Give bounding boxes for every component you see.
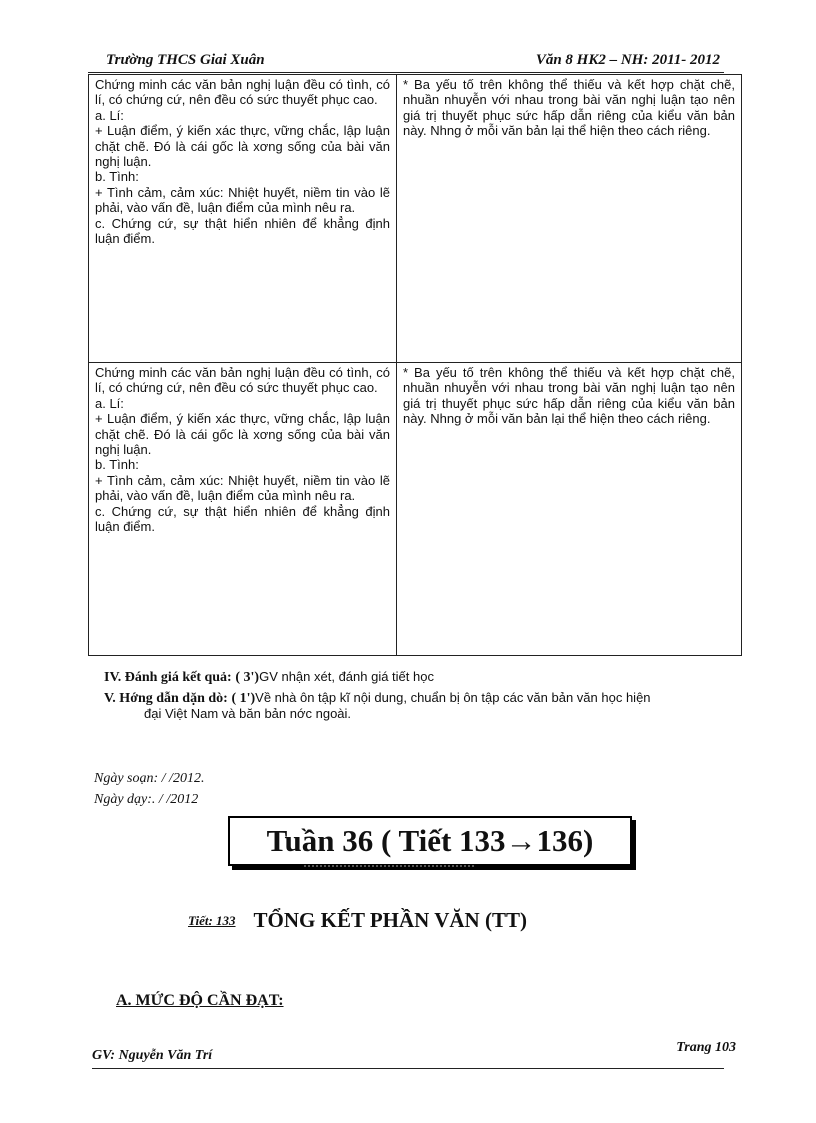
guidance-section	[104, 690, 744, 721]
page-header	[88, 52, 724, 73]
cell-paragraph: Chứng minh các văn bản nghị luận đều có tình, có lí, có chứng cứ, nên đều có sức thuyết phục cao.	[95, 77, 390, 108]
lesson-title: TỔNG KẾT PHẦN VĂN (TT)	[253, 908, 527, 932]
lesson-heading	[188, 908, 527, 933]
guidance-text-line1: Về nhà ôn tập kĩ nội dung, chuẩn bị ôn tập các văn bản văn học hiện	[255, 690, 651, 705]
dates-block	[94, 768, 204, 810]
guidance-label: V. Hớng dẫn dặn dò:	[104, 691, 228, 706]
table-cell-right	[397, 363, 742, 656]
cell-paragraph: Chứng minh các văn bản nghị luận đều có tình, có lí, có chứng cứ, nên đều có sức thuyết phục cao.	[95, 365, 390, 396]
evaluation-time: ( 3')	[235, 670, 260, 685]
cell-paragraph: + Luận điểm, ý kiến xác thực, vững chắc, lập luận chặt chẽ. Đó là cái gốc là xơng sống của bài văn nghị luận.	[95, 411, 390, 458]
cell-paragraph: + Luận điểm, ý kiến xác thực, vững chắc, lập luận chặt chẽ. Đó là cái gốc là xơng sống của bài văn nghị luận.	[95, 123, 390, 170]
evaluation-label: IV. Đánh giá kết quả:	[104, 670, 232, 685]
cell-paragraph: + Tình cảm, cảm xúc: Nhiệt huyết, niềm tin vào lẽ phải, vào vấn đề, luận điểm của mình nêu ra.	[95, 184, 390, 216]
cell-paragraph: a. Lí:	[95, 395, 124, 411]
cell-paragraph: * Ba yếu tố trên không thể thiếu và kết hợp chặt chẽ, nhuần nhuyễn với nhau trong bài văn nghị luận tạo nên giá trị thuyết phục sức hấp dẫn riêng của kiểu văn bản này. Nhng ở mỗi văn bản lại thể hiện theo cách riêng.	[403, 77, 735, 139]
cell-paragraph: a. Lí:	[95, 107, 124, 123]
cell-paragraph: c. Chứng cứ, sự thật hiển nhiên để khẳng định luận điểm.	[95, 503, 390, 535]
week-title-box: Tuần 36 ( Tiết 133→136)	[228, 816, 632, 866]
table-row	[89, 75, 742, 363]
page-number: Trang 103	[676, 1040, 736, 1055]
date-prepared: Ngày soạn: / /2012.	[94, 771, 205, 786]
teacher-name: GV: Nguyễn Văn Trí	[92, 1048, 213, 1063]
evaluation-text: GV nhận xét, đánh giá tiết học	[259, 669, 434, 684]
objective-heading: A. MỨC ĐỘ CẦN ĐẠT:	[116, 992, 284, 1009]
cell-paragraph: b. Tình:	[95, 169, 139, 185]
cell-paragraph: c. Chứng cứ, sự thật hiển nhiên để khẳng định luận điểm.	[95, 215, 390, 247]
guidance-text-line2: đại Việt Nam và băn bản nớc ngoài.	[144, 706, 352, 721]
content-table	[88, 74, 742, 656]
guidance-time: ( 1')	[231, 691, 256, 706]
cell-paragraph: + Tình cảm, cảm xúc: Nhiệt huyết, niềm tin vào lẽ phải, vào vấn đề, luận điểm của mình nêu ra.	[95, 472, 390, 504]
school-name: Trường THCS Giai Xuân	[106, 52, 265, 68]
term-label: Văn 8 HK2 – NH: 2011- 2012	[535, 52, 720, 68]
table-cell-left	[89, 363, 397, 656]
evaluation-section	[104, 669, 434, 686]
cell-paragraph: b. Tình:	[95, 457, 139, 473]
table-row	[89, 363, 742, 656]
cell-paragraph: * Ba yếu tố trên không thể thiếu và kết hợp chặt chẽ, nhuần nhuyễn với nhau trong bài văn nghị luận tạo nên giá trị thuyết phục sức hấp dẫn riêng của kiểu văn bản này. Nhng ở mỗi văn bản lại thể hiện theo cách riêng.	[403, 365, 735, 427]
decorative-divider	[304, 865, 474, 872]
page-footer	[92, 1040, 736, 1069]
table-cell-left	[89, 75, 397, 363]
date-taught: Ngày dạy:. / /2012	[94, 792, 199, 807]
table-cell-right	[397, 75, 742, 363]
lesson-number: Tiết: 133	[188, 913, 236, 928]
